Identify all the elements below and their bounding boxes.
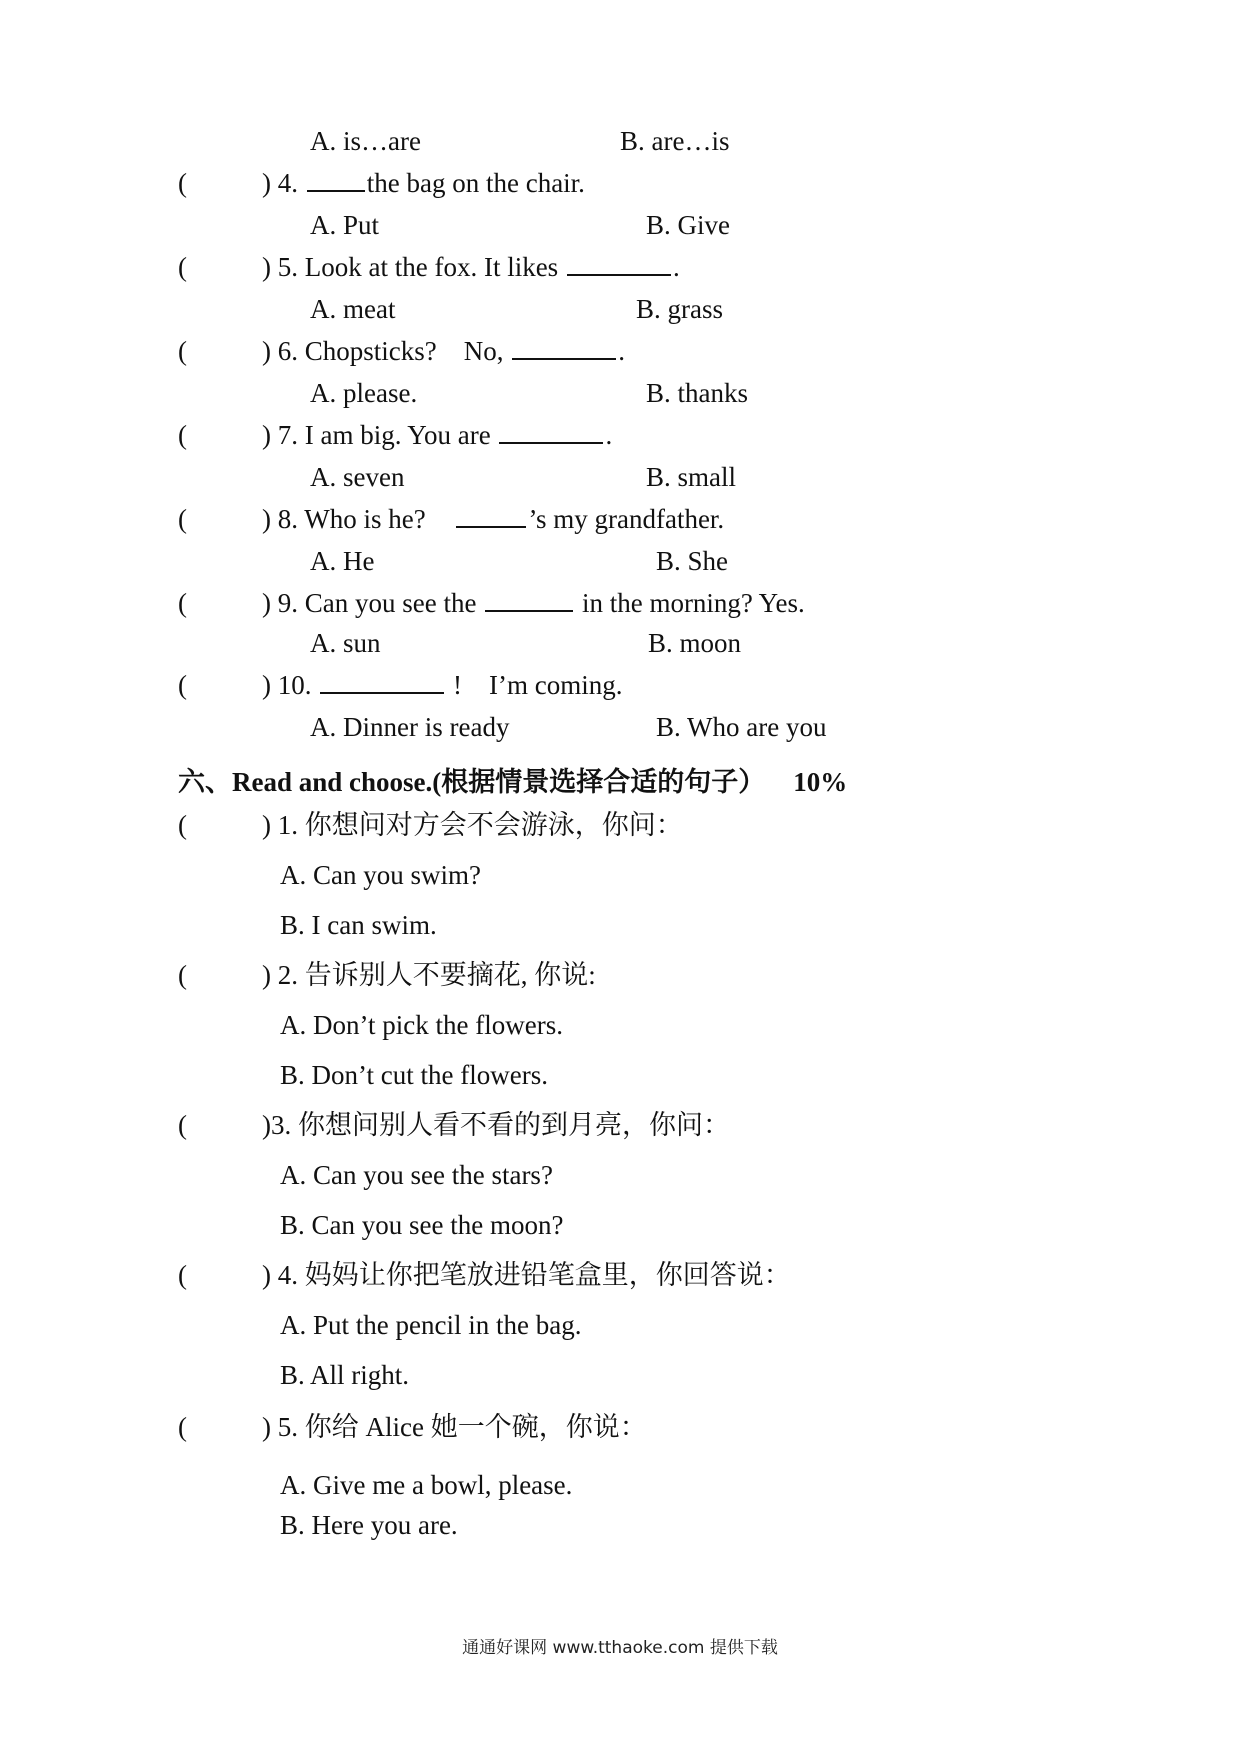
option-a: A. Put the pencil in the bag.: [280, 1310, 582, 1340]
answer-blank: [307, 168, 365, 192]
answer-blank: [320, 670, 444, 694]
answer-blank: [567, 252, 671, 276]
question-number: ) 6.: [262, 336, 298, 366]
question-number: ) 7.: [262, 420, 298, 450]
answer-paren-open: (: [178, 810, 187, 840]
question-text: Can you see the: [304, 588, 477, 618]
option-a: A. sun: [310, 628, 381, 658]
option-b: B. Can you see the moon?: [280, 1210, 564, 1240]
question-prompt: 你给 Alice 她一个碗，你说：: [304, 1412, 647, 1442]
question-number: ) 5.: [262, 1412, 298, 1442]
option-a: A. please.: [310, 378, 418, 408]
option-b: B. Who are you: [656, 712, 827, 742]
question-number: ) 8.: [262, 504, 298, 534]
option-b: B. Don’t cut the flowers.: [280, 1060, 548, 1090]
question-text: I am big. You are: [304, 420, 491, 450]
answer-blank: [499, 420, 603, 444]
answer-paren-open: (: [178, 252, 187, 282]
option-b: B. All right.: [280, 1360, 410, 1390]
question-number: ) 10.: [262, 670, 312, 700]
option-a: A. Can you see the stars?: [280, 1160, 553, 1190]
answer-paren-open: (: [178, 168, 187, 198]
option-a: A. Can you swim?: [280, 860, 481, 890]
question-text: Look at the fox. It likes: [304, 252, 559, 282]
question-number: ) 2.: [262, 960, 298, 990]
question-text-end: in the morning? Yes.: [581, 588, 805, 618]
option-b: B. She: [656, 546, 729, 576]
question-text: Chopsticks? No,: [304, 336, 504, 366]
answer-paren-open: (: [178, 1110, 187, 1140]
question-prompt: 你想问别人看不看的到月亮，你问：: [298, 1110, 730, 1140]
section-6-score: 10%: [793, 767, 848, 797]
option-a: A. Don’t pick the flowers.: [280, 1010, 563, 1040]
question-text-end: .: [605, 420, 613, 450]
question-number: )3.: [262, 1110, 292, 1140]
option-b: B. Give: [646, 210, 730, 240]
q3-option-a: A. is…are: [310, 126, 421, 156]
question-number: ) 4.: [262, 168, 298, 198]
option-a: A. seven: [310, 462, 405, 492]
question-number: ) 4.: [262, 1260, 298, 1290]
question-text: ! I’m coming.: [453, 670, 623, 700]
answer-blank: [456, 504, 526, 528]
answer-paren-open: (: [178, 420, 187, 450]
question-text-end: .: [618, 336, 625, 366]
question-text: the bag on the chair.: [366, 168, 585, 198]
question-number: ) 1.: [262, 810, 298, 840]
option-a: A. He: [310, 546, 375, 576]
footer-watermark: 通通好课网 www.tthaoke.com 提供下载: [462, 1638, 778, 1658]
answer-blank: [485, 588, 573, 612]
option-b: B. I can swim.: [280, 910, 437, 940]
option-b: B. thanks: [646, 378, 749, 408]
option-b: B. small: [646, 462, 737, 492]
question-prompt: 妈妈让你把笔放进铅笔盒里，你回答说：: [304, 1260, 791, 1290]
option-a: A. meat: [310, 294, 396, 324]
answer-paren-open: (: [178, 1260, 187, 1290]
section-6-heading: [178, 760, 847, 799]
question-number: ) 5.: [262, 252, 298, 282]
answer-paren-open: (: [178, 504, 187, 534]
question-number: ) 9.: [262, 588, 298, 618]
option-a: A. Put: [310, 210, 380, 240]
option-b: B. moon: [648, 628, 742, 658]
option-a: A. Give me a bowl, please.: [280, 1470, 573, 1500]
question-text-end: .: [672, 252, 680, 282]
answer-blank: [512, 336, 616, 360]
q3-option-b: B. are…is: [620, 126, 730, 156]
question-prompt: 你想问对方会不会游泳，你问：: [304, 810, 683, 840]
answer-paren-open: (: [178, 336, 187, 366]
answer-paren-open: (: [178, 588, 187, 618]
option-b: B. Here you are.: [280, 1510, 458, 1540]
answer-paren-open: (: [178, 960, 187, 990]
question-text-end: ’s my grandfather.: [528, 504, 725, 534]
question-prompt: 告诉别人不要摘花, 你说:: [304, 960, 596, 990]
question-text: Who is he?: [304, 504, 426, 534]
option-b: B. grass: [636, 294, 723, 324]
section-6-title: 六、Read and choose.(根据情景选择合适的句子）: [178, 767, 766, 797]
answer-paren-open: (: [178, 1412, 187, 1442]
answer-paren-open: (: [178, 670, 187, 700]
option-a: A. Dinner is ready: [310, 712, 510, 742]
